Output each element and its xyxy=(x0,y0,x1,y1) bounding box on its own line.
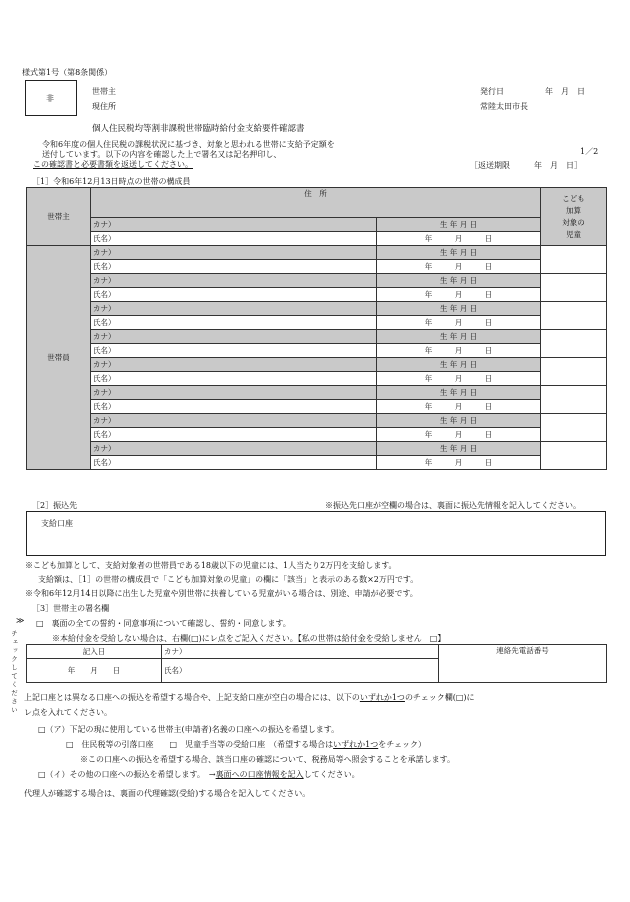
account-box[interactable] xyxy=(26,511,606,556)
member-birth: 生 年 月 日 xyxy=(377,246,541,260)
member-birth: 生 年 月 日 xyxy=(377,414,541,428)
option-b[interactable]: □（イ）その他の口座への振込を希望します。 →裏面への口座情報を記入してください。 xyxy=(38,770,360,779)
document-title: 個人住民税均等割非課税世帯臨時給付金支給要件確認書 xyxy=(92,124,305,134)
table-row xyxy=(27,316,607,330)
householder-name-field[interactable]: 氏名） xyxy=(91,232,377,246)
sign-kana-header: カナ） xyxy=(162,645,439,659)
member-child-cell[interactable] xyxy=(541,246,607,274)
member-child-cell[interactable] xyxy=(541,330,607,358)
table-row xyxy=(27,302,607,316)
table-row xyxy=(27,260,607,274)
member-date-field[interactable]: 年 月 日 xyxy=(377,372,541,386)
member-date-field[interactable]: 年 月 日 xyxy=(377,456,541,470)
member-child-cell[interactable] xyxy=(541,442,607,470)
child-header: こども 加算 対象の 児童 xyxy=(541,188,607,246)
member-date-field[interactable]: 年 月 日 xyxy=(377,288,541,302)
household-table xyxy=(26,187,607,470)
member-birth: 生 年 月 日 xyxy=(377,358,541,372)
member-birth: 生 年 月 日 xyxy=(377,442,541,456)
intro-line-2: 送付しています。以下の内容を確認した上で署名又は記名押印し、 xyxy=(42,150,282,159)
intro-line-3: この確認書と必要書類を返送してください。 xyxy=(33,160,193,169)
table-row xyxy=(27,372,607,386)
member-child-cell[interactable] xyxy=(541,302,607,330)
member-kana: カナ） xyxy=(91,274,377,288)
member-label: 世帯員 xyxy=(27,246,91,470)
householder-kana: カナ） xyxy=(91,218,377,232)
account-label: 支給口座 xyxy=(41,519,73,528)
member-name-field[interactable]: 氏名） xyxy=(91,288,377,302)
stamp-box xyxy=(25,80,77,116)
member-name-field[interactable]: 氏名） xyxy=(91,372,377,386)
table-row xyxy=(27,344,607,358)
issue-date-fields: 年 月 日 xyxy=(545,87,585,96)
member-name-field[interactable]: 氏名） xyxy=(91,428,377,442)
householder-birth: 生 年 月 日 xyxy=(377,218,541,232)
householder-heading: 世帯主 xyxy=(92,87,116,96)
option-a-sub[interactable]: □ 住民税等の引落口座 □ 児童手当等の受給口座 （希望する場合はいずれか1つをチェック） xyxy=(66,740,426,749)
stamp-label: 非 xyxy=(46,94,54,103)
householder-date-field[interactable]: 年 月 日 xyxy=(377,232,541,246)
table-row xyxy=(27,442,607,456)
member-birth: 生 年 月 日 xyxy=(377,302,541,316)
member-kana: カナ） xyxy=(91,302,377,316)
member-birth: 生 年 月 日 xyxy=(377,386,541,400)
page-number: 1／2 xyxy=(580,147,599,156)
table-row xyxy=(27,288,607,302)
member-child-cell[interactable] xyxy=(541,386,607,414)
table-row xyxy=(27,386,607,400)
signature-table xyxy=(26,644,607,683)
householder-label: 世帯主 xyxy=(27,188,91,246)
member-child-cell[interactable] xyxy=(541,414,607,442)
decline-note: ※本給付金を受給しない場合は、右欄(□)にレ点をご記入ください。【私の世帯は給付金を受給しません □】 xyxy=(52,634,446,643)
option-a-note: ※この口座への振込を希望する場合、該当口座の確認について、税務局等へ照会することを承諾します。 xyxy=(80,755,456,764)
return-deadline: ［返送期限 年 月 日］ xyxy=(470,161,582,170)
member-birth: 生 年 月 日 xyxy=(377,274,541,288)
mayor-name: 常陸太田市長 xyxy=(480,102,528,111)
section3-title: ［3］世帯主の署名欄 xyxy=(32,604,110,613)
table-row xyxy=(27,414,607,428)
member-name-field[interactable]: 氏名） xyxy=(91,260,377,274)
member-child-cell[interactable] xyxy=(541,274,607,302)
note-1: ※こども加算として、支給対象者の世帯員である18歳以下の児童には、1人当たり2万円を支給します。 xyxy=(25,561,397,570)
member-date-field[interactable]: 年 月 日 xyxy=(377,260,541,274)
table-row xyxy=(27,274,607,288)
member-name-field[interactable]: 氏名） xyxy=(91,456,377,470)
member-kana: カナ） xyxy=(91,414,377,428)
member-name-field[interactable]: 氏名） xyxy=(91,316,377,330)
table-row xyxy=(27,456,607,470)
table-row xyxy=(27,358,607,372)
table-row xyxy=(27,246,607,260)
alt-account-para: 上記口座とは異なる口座への振込を希望する場合や、上記支給口座が空白の場合には、以下のいずれか1つのチェック欄(□)に xyxy=(24,693,475,702)
section1-title: ［1］令和6年12月13日時点の世帯の構成員 xyxy=(32,177,191,186)
section2-note: ※振込先口座が空欄の場合は、裏面に振込先情報を記入してください。 xyxy=(325,501,581,510)
current-address-heading: 現住所 xyxy=(92,102,116,111)
sign-name-field[interactable]: 氏名） xyxy=(162,659,439,683)
alt-account-para-2: レ点を入れてください。 xyxy=(24,708,112,717)
note-3: ※令和6年12月14日以降に出生した児童や別世帯に扶養している児童がいる場合は、別途、申請が必要です。 xyxy=(25,589,418,598)
member-kana: カナ） xyxy=(91,358,377,372)
member-kana: カナ） xyxy=(91,330,377,344)
member-birth: 生 年 月 日 xyxy=(377,330,541,344)
table-row xyxy=(27,330,607,344)
member-date-field[interactable]: 年 月 日 xyxy=(377,316,541,330)
proxy-note: 代理人が確認する場合は、裏面の代理確認(受給)する場合を記入してください。 xyxy=(24,789,311,798)
table-row xyxy=(27,400,607,414)
member-name-field[interactable]: 氏名） xyxy=(91,400,377,414)
section2-title: ［2］振込先 xyxy=(32,501,78,510)
member-child-cell[interactable] xyxy=(541,358,607,386)
pledge-check[interactable]: □ 裏面の全ての誓約・同意事項について確認し、誓約・同意します。 xyxy=(36,619,291,628)
phone-header: 連絡先電話番号 xyxy=(439,645,607,683)
check-side-text: チェックしてください xyxy=(10,630,18,715)
member-date-field[interactable]: 年 月 日 xyxy=(377,428,541,442)
note-2: 支給額は、［1］の世帯の構成員で「こども加算対象の児童」の欄に「該当」と表示のある数×2万円です。 xyxy=(38,575,419,584)
member-kana: カナ） xyxy=(91,246,377,260)
member-name-field[interactable]: 氏名） xyxy=(91,344,377,358)
sign-date-header: 記入日 xyxy=(27,645,162,659)
member-kana: カナ） xyxy=(91,442,377,456)
form-number: 様式第1号（第8条関係） xyxy=(22,68,113,77)
member-date-field[interactable]: 年 月 日 xyxy=(377,400,541,414)
issue-date-label: 発行日 xyxy=(480,87,504,96)
intro-line-1: 令和6年度の個人住民税の課税状況に基づき、対象と思われる世帯に支給予定額を xyxy=(42,140,335,149)
check-arrow-icon: ≫ xyxy=(16,616,25,625)
table-row xyxy=(27,428,607,442)
member-kana: カナ） xyxy=(91,386,377,400)
member-date-field[interactable]: 年 月 日 xyxy=(377,344,541,358)
sign-date-field[interactable]: 年 月 日 xyxy=(27,659,162,683)
address-header: 住 所 xyxy=(91,188,541,218)
option-a[interactable]: □（ア）下記の現に使用している世帯主(申請者)名義の口座への振込を希望します。 xyxy=(38,725,340,734)
